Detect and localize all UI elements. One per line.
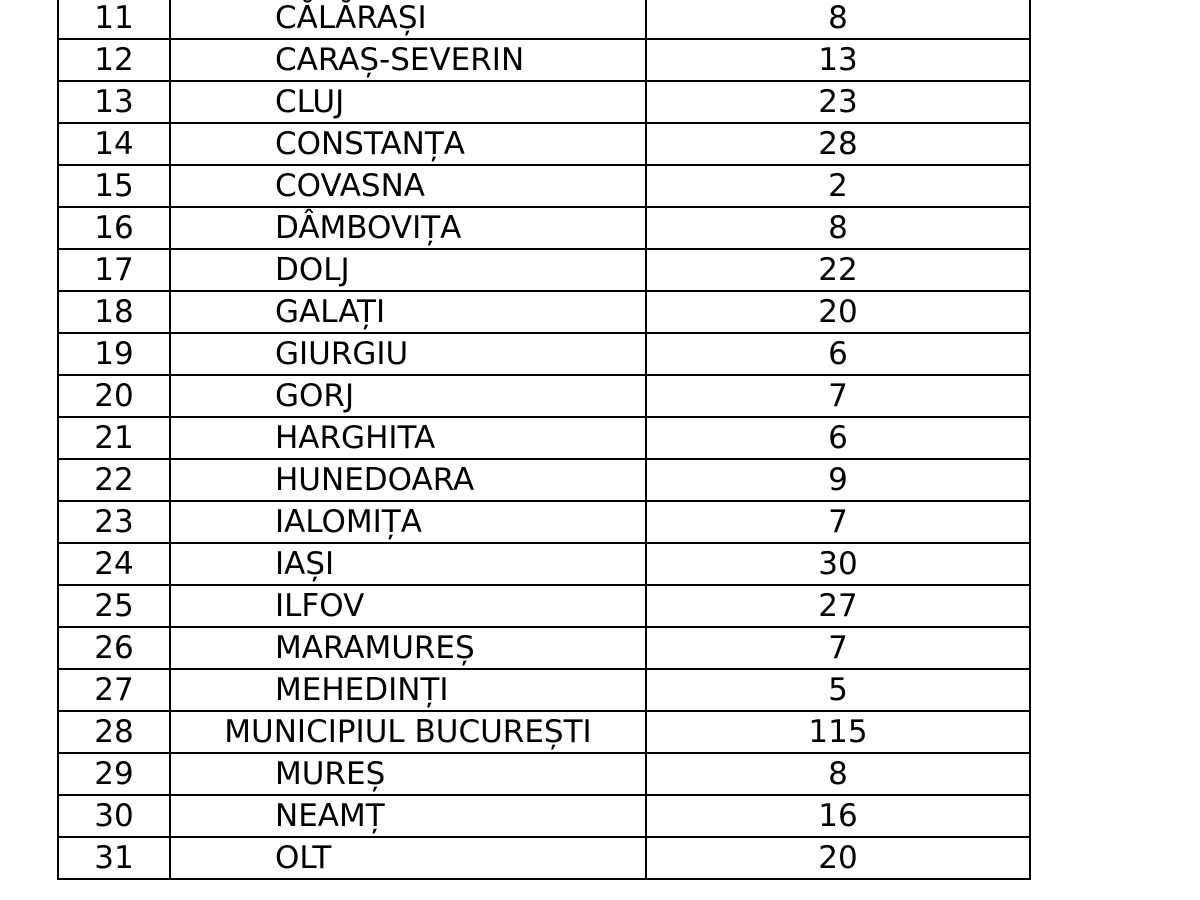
county-value: 27 <box>646 585 1030 627</box>
county-name: GALAȚI <box>170 291 646 333</box>
county-value: 8 <box>646 753 1030 795</box>
row-number: 17 <box>58 249 170 291</box>
table-row <box>58 417 1030 459</box>
county-name: COVASNA <box>170 165 646 207</box>
county-value: 8 <box>646 207 1030 249</box>
county-name: DÂMBOVIȚA <box>170 207 646 249</box>
row-number: 14 <box>58 123 170 165</box>
county-value: 2 <box>646 165 1030 207</box>
county-name: GORJ <box>170 375 646 417</box>
table-row <box>58 459 1030 501</box>
row-number: 18 <box>58 291 170 333</box>
row-number: 21 <box>58 417 170 459</box>
county-value: 115 <box>646 711 1030 753</box>
county-name: MARAMUREȘ <box>170 627 646 669</box>
county-value: 8 <box>646 0 1030 39</box>
table-row <box>58 39 1030 81</box>
row-number: 20 <box>58 375 170 417</box>
row-number: 28 <box>58 711 170 753</box>
county-name: CONSTANȚA <box>170 123 646 165</box>
row-number: 26 <box>58 627 170 669</box>
table-row <box>58 627 1030 669</box>
table-row <box>58 291 1030 333</box>
county-name: MUREȘ <box>170 753 646 795</box>
county-table-body <box>58 0 1030 879</box>
county-value: 5 <box>646 669 1030 711</box>
county-value: 16 <box>646 795 1030 837</box>
county-table-container <box>57 0 1029 880</box>
county-name: HARGHITA <box>170 417 646 459</box>
row-number: 13 <box>58 81 170 123</box>
table-row <box>58 0 1030 39</box>
county-name: MEHEDINȚI <box>170 669 646 711</box>
table-row <box>58 249 1030 291</box>
table-row <box>58 375 1030 417</box>
county-value: 7 <box>646 501 1030 543</box>
row-number: 22 <box>58 459 170 501</box>
table-row <box>58 207 1030 249</box>
table-row <box>58 795 1030 837</box>
county-name: MUNICIPIUL BUCUREȘTI <box>170 711 646 753</box>
row-number: 24 <box>58 543 170 585</box>
county-value: 9 <box>646 459 1030 501</box>
county-value: 23 <box>646 81 1030 123</box>
county-name: GIURGIU <box>170 333 646 375</box>
table-row <box>58 753 1030 795</box>
county-name: CĂLĂRAȘI <box>170 0 646 39</box>
row-number: 15 <box>58 165 170 207</box>
table-row <box>58 585 1030 627</box>
county-value: 7 <box>646 375 1030 417</box>
table-row <box>58 669 1030 711</box>
row-number: 30 <box>58 795 170 837</box>
county-value: 22 <box>646 249 1030 291</box>
county-value: 28 <box>646 123 1030 165</box>
county-name: HUNEDOARA <box>170 459 646 501</box>
row-number: 27 <box>58 669 170 711</box>
table-row <box>58 123 1030 165</box>
table-row <box>58 711 1030 753</box>
county-name: ILFOV <box>170 585 646 627</box>
county-name: IALOMIȚA <box>170 501 646 543</box>
county-value: 20 <box>646 837 1030 879</box>
county-name: NEAMȚ <box>170 795 646 837</box>
row-number: 25 <box>58 585 170 627</box>
county-name: DOLJ <box>170 249 646 291</box>
table-row <box>58 165 1030 207</box>
row-number: 11 <box>58 0 170 39</box>
county-name: CARAȘ-SEVERIN <box>170 39 646 81</box>
county-value: 30 <box>646 543 1030 585</box>
row-number: 12 <box>58 39 170 81</box>
row-number: 16 <box>58 207 170 249</box>
row-number: 23 <box>58 501 170 543</box>
row-number: 29 <box>58 753 170 795</box>
county-value: 7 <box>646 627 1030 669</box>
county-name: OLT <box>170 837 646 879</box>
county-value: 13 <box>646 39 1030 81</box>
county-value: 6 <box>646 417 1030 459</box>
county-name: IAȘI <box>170 543 646 585</box>
county-value: 6 <box>646 333 1030 375</box>
table-row <box>58 81 1030 123</box>
table-row <box>58 333 1030 375</box>
county-value: 20 <box>646 291 1030 333</box>
table-row <box>58 543 1030 585</box>
county-name: CLUJ <box>170 81 646 123</box>
row-number: 31 <box>58 837 170 879</box>
county-table <box>57 0 1031 880</box>
row-number: 19 <box>58 333 170 375</box>
table-row <box>58 837 1030 879</box>
table-row <box>58 501 1030 543</box>
